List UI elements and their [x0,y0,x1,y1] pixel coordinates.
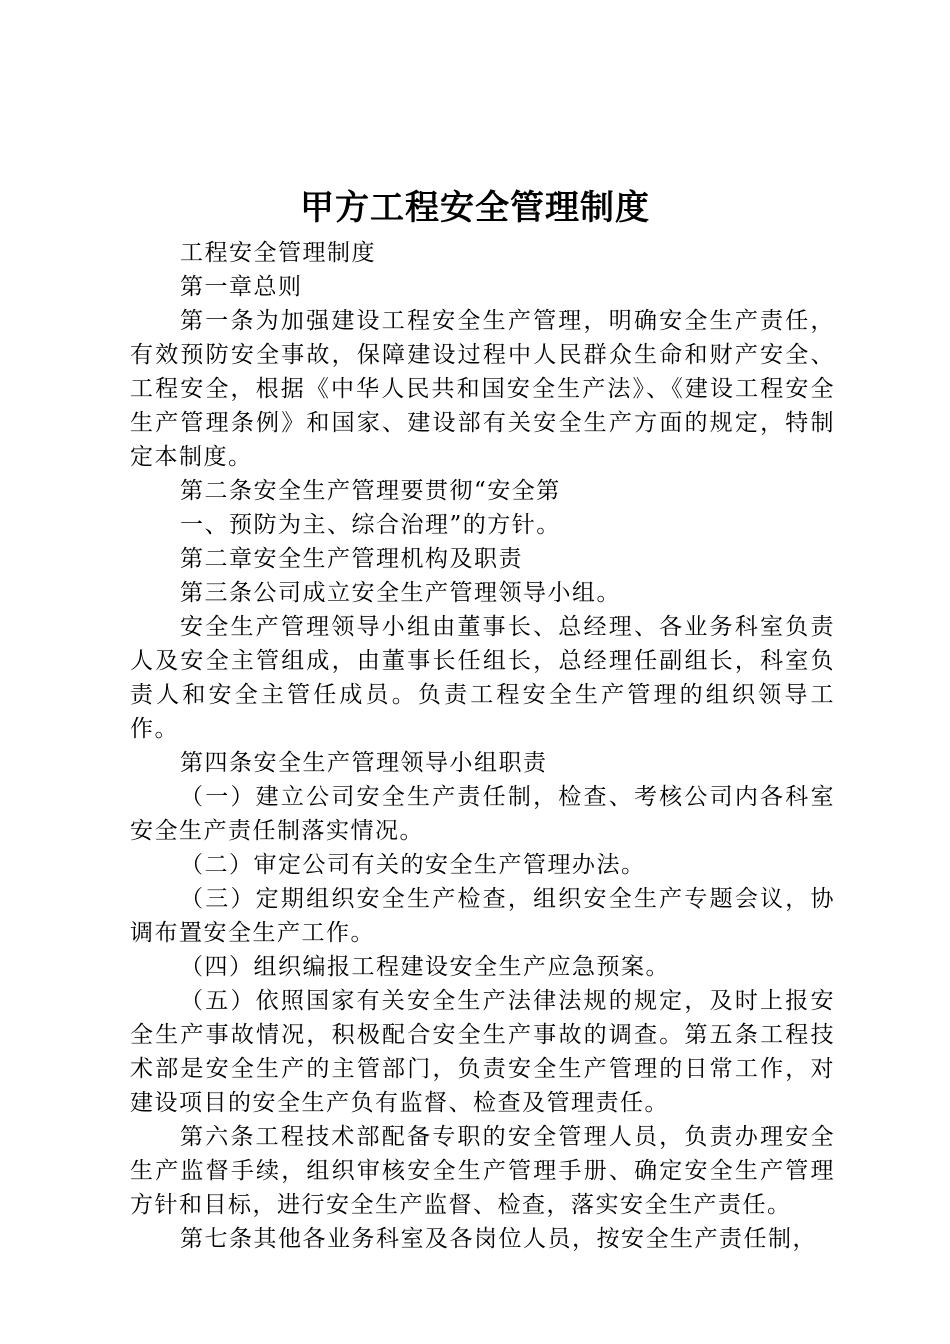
paragraph: 安全生产管理领导小组由董事长、总经理、各业务科室负责人及安全主管组成，由董事长任组长，总经理任副组长，科室负责人和安全主管任成员。负责工程安全生产管理的组织领导工作。 [130,614,835,742]
document-title: 甲方工程安全管理制度 [300,188,650,228]
paragraph: 第四条安全生产管理领导小组职责 [180,750,548,776]
paragraph: 第六条工程技术部配备专职的安全管理人员，负责办理安全生产监督手续，组织审核安全生产管理手册、确定安全生产管理方针和目标，进行安全生产监督、检查，落实安全生产责任。 [130,1124,835,1218]
paragraph: 第一章总则 [180,274,303,300]
paragraph: 第二条安全生产管理要贯彻“安全第 [180,478,561,504]
paragraph: 第七条其他各业务科室及各岗位人员，按安全生产责任制， [180,1226,817,1252]
paragraph: （三）定期组织安全生产检查，组织安全生产专题会议，协调布置安全生产工作。 [130,886,835,946]
paragraph: （五）依照国家有关安全生产法律法规的规定，及时上报安全生产事故情况，积极配合安全生产事故的调查。第五条工程技术部是安全生产的主管部门，负责安全生产管理的日常工作，对建设项目的安全生产负有监督、检查及管理责任。 [130,988,835,1116]
paragraph: 工程安全管理制度 [180,240,376,266]
document-body [130,236,835,1256]
paragraph: （一）建立公司安全生产责任制，检查、考核公司内各科室安全生产责任制落实情况。 [130,784,835,844]
paragraph: （四）组织编报工程建设安全生产应急预案。 [180,954,670,980]
paragraph: 一、预防为主、综合治理”的方针。 [180,512,561,538]
paragraph: 第一条为加强建设工程安全生产管理，明确安全生产责任，有效预防安全事故，保障建设过程中人民群众生命和财产安全、工程安全，根据《中华人民共和国安全生产法》、《建设工程安全生产管理条例》和国家、建设部有关安全生产方面的规定，特制定本制度。 [130,308,835,470]
paragraph: 第二章安全生产管理机构及职责 [180,546,523,572]
paragraph: 第三条公司成立安全生产管理领导小组。 [180,580,621,606]
paragraph: （二）审定公司有关的安全生产管理办法。 [180,852,646,878]
